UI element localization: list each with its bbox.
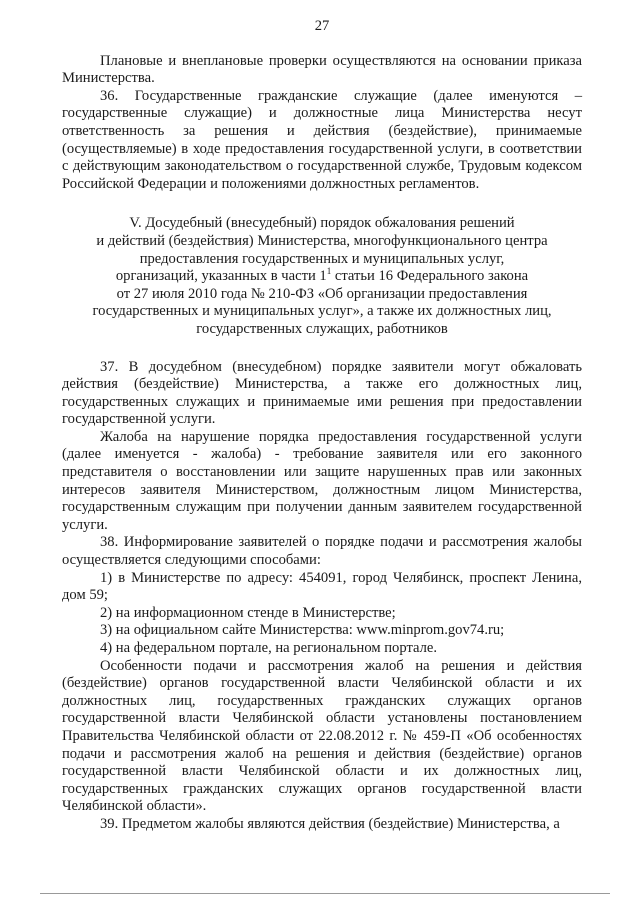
heading-line: государственных служащих, работников	[196, 320, 448, 337]
paragraph-37: 37. В досудебном (внесудебном) порядке заявители могут обжаловать действия (бездействие) Министерства, а также его должностных лиц, государственных служащих и принимаемые ими решения при предоставлении государственной услуги.	[62, 358, 582, 428]
list-item: 4) на федеральном портале, на региональном портале.	[100, 640, 438, 656]
page-number: 27	[314, 18, 330, 34]
document-page	[62, 18, 582, 834]
list-item: 2) на информационном стенде в Министерстве;	[100, 604, 396, 621]
heading-line: V. Досудебный (внесудебный) порядок обжалования решений	[129, 215, 515, 232]
section-v-heading	[62, 215, 582, 338]
page-bottom-rule	[40, 893, 610, 894]
heading-line	[68, 268, 576, 286]
heading-line-part: организаций, указанных в части 1	[115, 268, 327, 285]
paragraph-inspections: Плановые и внеплановые проверки осуществляются на основании приказа Министерства.	[62, 52, 582, 87]
list-item: 3) на официальном сайте Министерства: www.minprom.gov74.ru;	[100, 622, 505, 639]
heading-line: от 27 июля 2010 года № 210-ФЗ «Об организации предоставления	[116, 285, 528, 302]
heading-line: и действий (бездействия) Министерства, многофункционального центра	[96, 232, 548, 249]
superscript: 1	[326, 266, 332, 277]
heading-line: государственных и муниципальных услуг», а также их должностных лиц,	[92, 303, 552, 320]
paragraph-36: 36. Государственные гражданские служащие (далее именуются – государственные служащие) и должностные лица Министерства несут ответственность за решения и действия (бездействие), принимаемые (осуществляемые) в ходе предоставления государственной услуги, в соответствии с действующим законодательством о государственной службе, Трудовым кодексом Российской Федерации и положениями должностных регламентов.	[62, 87, 582, 192]
paragraph-38: 38. Информирование заявителей о порядке подачи и рассмотрения жалобы осуществляется следующими способами:	[62, 534, 582, 569]
heading-line: предоставления государственных и муниципальных услуг,	[139, 250, 505, 267]
paragraph-features: Особенности подачи и рассмотрения жалоб на решения и действия (бездействие) органов государственной власти Челябинской области и их должностных лиц, государственных гражданских служащих органов государственной власти Челябинской области установлены постановлением Правительства Челябинской области от 22.08.2012 г. № 459-П «Об особенностях подачи и рассмотрения жалоб на решения и действия (бездействие) органов государственной власти Челябинской области и их должностных лиц, государственных гражданских служащих органов государственной власти Челябинской области».	[62, 657, 582, 815]
paragraph-complaint-definition: Жалоба на нарушение порядка предоставления государственной услуги (далее именуется - жалоба) - требование заявителя или его законного представителя о восстановлении или защите нарушенных прав или законных интересов заявителя Министерством, должностным лицом Министерства, государственным служащим при получении данным заявителем государственной услуги.	[62, 428, 582, 533]
heading-line-part: статьи 16 Федерального закона	[331, 268, 529, 285]
paragraph-39: 39. Предметом жалобы являются действия (бездействие) Министерства, а	[100, 815, 560, 832]
list-item: 1) в Министерстве по адресу: 454091, город Челябинск, проспект Ленина, дом 59;	[62, 569, 582, 604]
